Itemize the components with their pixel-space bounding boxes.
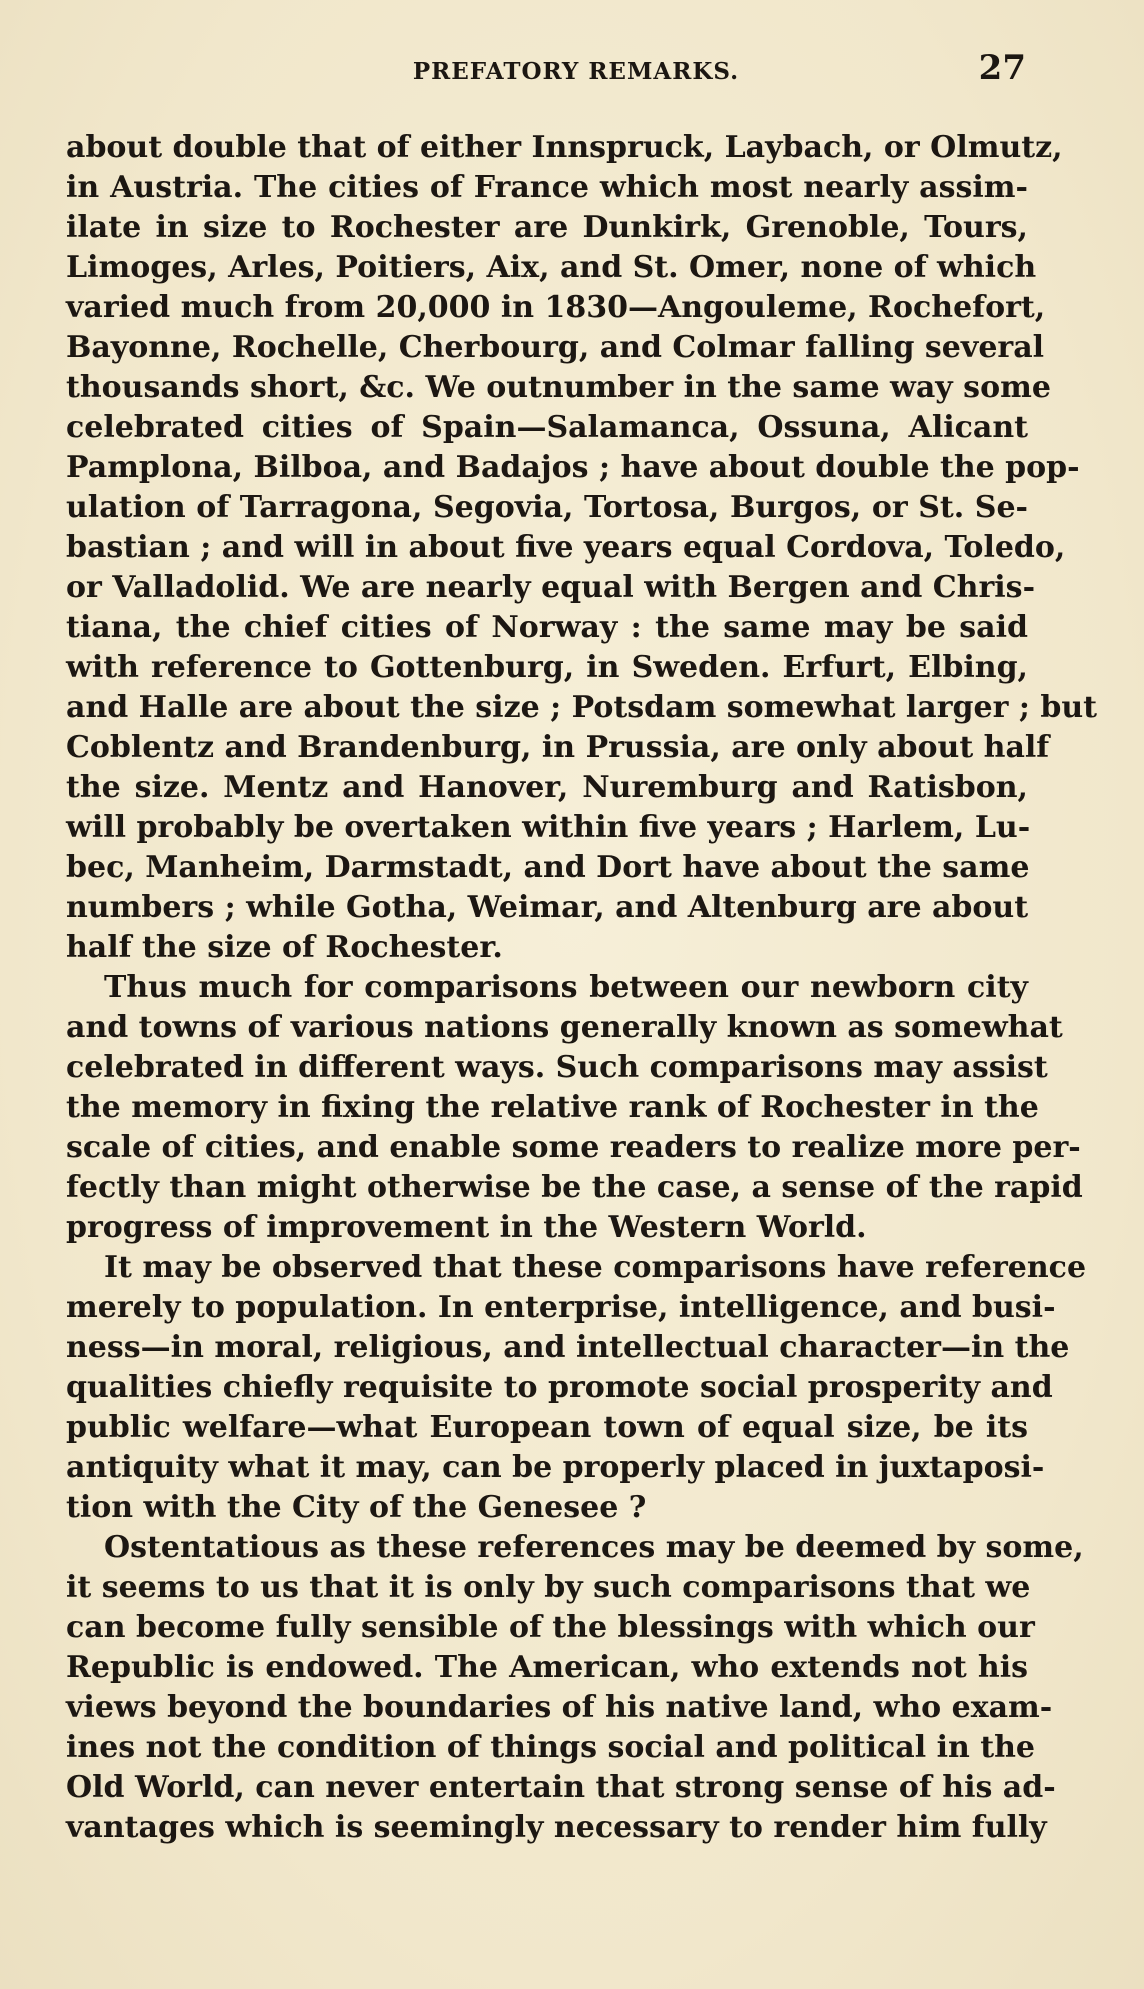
text-line: with reference to Gottenburg, in Sweden. Erfurt, Elbing, <box>66 650 1028 685</box>
text-line: and towns of various nations generally known as somewhat <box>66 1010 1063 1045</box>
text-line: or Valladolid. We are nearly equal with Bergen and Chris- <box>66 570 1036 605</box>
text-line: fectly than might otherwise be the case, a sense of the rapid <box>66 1170 1083 1205</box>
text-line: tion with the City of the Genesee ? <box>66 1490 647 1525</box>
text-line: and Halle are about the size ; Potsdam somewhat larger ; but <box>66 690 1098 725</box>
text-line: the memory in fixing the relative rank of Rochester in the <box>66 1090 1039 1125</box>
text-line: half the size of Rochester. <box>66 930 503 965</box>
text-line: thousands short, &c. We outnumber in the same way some <box>66 370 1051 405</box>
text-line: Old World, can never entertain that strong sense of his ad- <box>66 1770 1056 1805</box>
text-line: vantages which is seemingly necessary to render him fully <box>66 1810 1047 1845</box>
page-header <box>66 48 1026 98</box>
text-line: It may be observed that these comparisons have reference <box>104 1250 1087 1285</box>
text-line: scale of cities, and enable some readers to realize more per- <box>66 1130 1081 1165</box>
text-line: it seems to us that it is only by such comparisons that we <box>66 1570 1031 1605</box>
text-line: merely to population. In enterprise, intelligence, and busi- <box>66 1290 1056 1325</box>
text-line: Coblentz and Brandenburg, in Prussia, are only about half <box>66 730 1050 765</box>
text-line: Bayonne, Rochelle, Cherbourg, and Colmar falling several <box>66 330 1045 365</box>
text-line: Thus much for comparisons between our newborn city <box>104 970 1028 1005</box>
text-line: about double that of either Innspruck, Laybach, or Olmutz, <box>66 130 1063 165</box>
page-number: 27 <box>978 48 1026 88</box>
text-line: progress of improvement in the Western World. <box>66 1210 867 1245</box>
text-line: celebrated in different ways. Such comparisons may assist <box>66 1050 1048 1085</box>
text-line: ilate in size to Rochester are Dunkirk, Grenoble, Tours, <box>66 210 1028 245</box>
body-text <box>66 128 1098 1848</box>
text-line: in Austria. The cities of France which most nearly assim- <box>66 170 1028 205</box>
text-line: Republic is endowed. The American, who extends not his <box>66 1650 1028 1685</box>
text-line: numbers ; while Gotha, Weimar, and Altenburg are about <box>66 890 1029 925</box>
text-line: tiana, the chief cities of Norway : the same may be said <box>66 610 1028 645</box>
text-line: the size. Mentz and Hanover, Nuremburg and Ratisbon, <box>66 770 1028 805</box>
text-line: bastian ; and will in about five years equal Cordova, Toledo, <box>66 530 1066 565</box>
text-line: bec, Manheim, Darmstadt, and Dort have about the same <box>66 850 1030 885</box>
text-line: views beyond the boundaries of his native land, who exam- <box>66 1690 1053 1725</box>
text-line: Ostentatious as these references may be deemed by some, <box>104 1530 1084 1565</box>
text-line: celebrated cities of Spain—Salamanca, Ossuna, Alicant <box>66 410 1028 445</box>
text-line: will probably be overtaken within five years ; Harlem, Lu- <box>66 810 1031 845</box>
text-line: ness—in moral, religious, and intellectual character—in the <box>66 1330 1070 1365</box>
running-head: PREFATORY REMARKS. <box>412 58 740 85</box>
text-line: ulation of Tarragona, Segovia, Tortosa, Burgos, or St. Se- <box>66 490 1028 525</box>
text-line: can become fully sensible of the blessings with which our <box>66 1610 1035 1645</box>
text-line: public welfare—what European town of equal size, be its <box>66 1410 1028 1445</box>
text-line: ines not the condition of things social and political in the <box>66 1730 1035 1765</box>
text-line: antiquity what it may, can be properly placed in juxtaposi- <box>66 1450 1045 1485</box>
text-line: Pamplona, Bilboa, and Badajos ; have about double the pop- <box>66 450 1080 485</box>
text-line: qualities chiefly requisite to promote social prosperity and <box>66 1370 1053 1405</box>
text-line: Limoges, Arles, Poitiers, Aix, and St. Omer, none of which <box>66 250 1037 285</box>
text-line: varied much from 20,000 in 1830—Angouleme, Rochefort, <box>66 290 1046 325</box>
